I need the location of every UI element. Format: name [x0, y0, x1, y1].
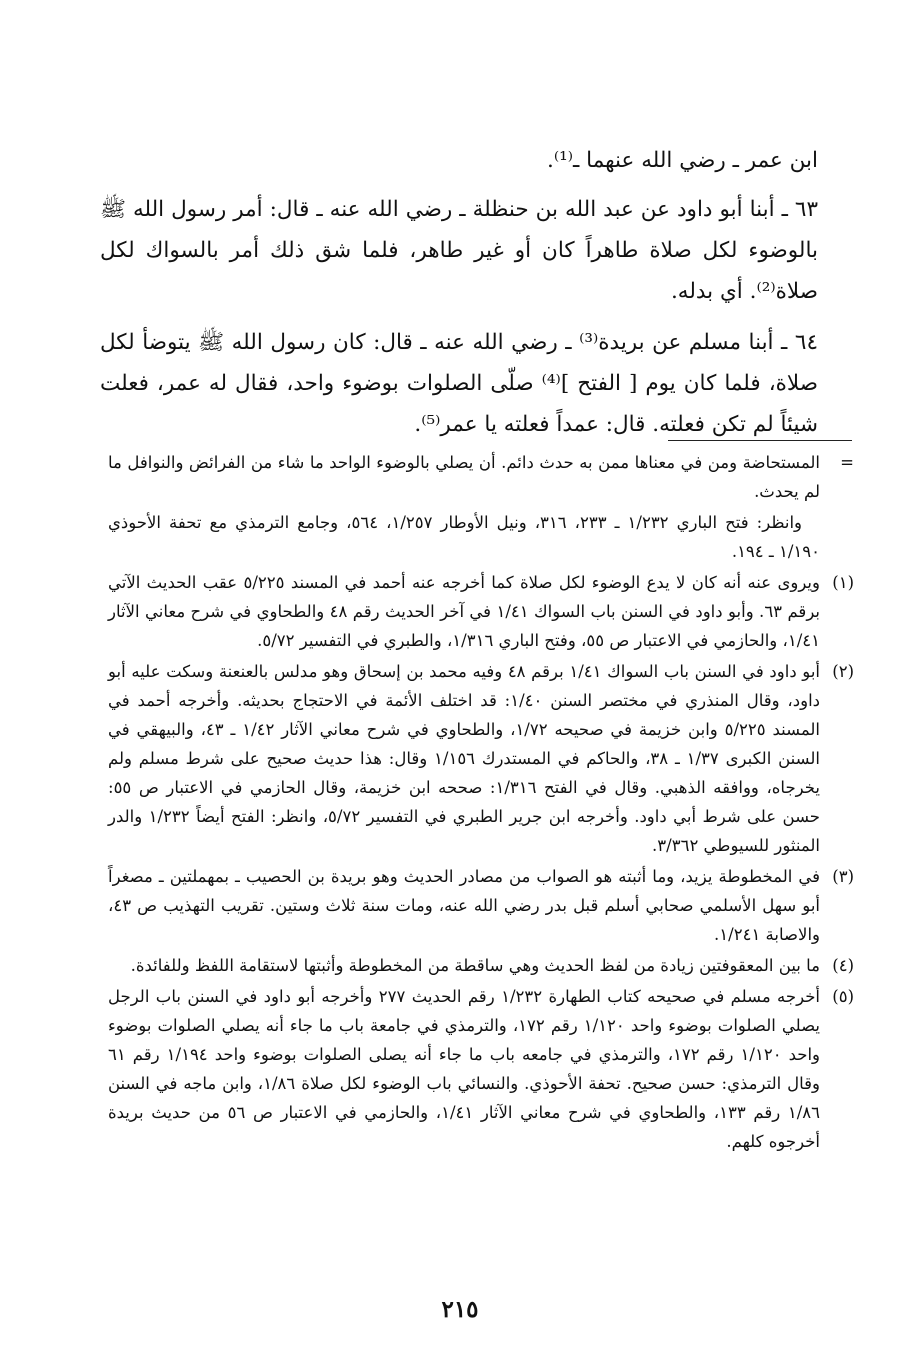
footnote-2-text: أبو داود في السنن باب السواك ١/٤١ برقم ٤٨ وفيه محمد بن إسحاق وهو مدلس بالعنعنة وسكت عليه أبو داود، وقال المنذري في مختصر السنن ١/٤٠: قد اختلف الأئمة في الاحتجاج بحديثه. وأخرجه أحمد في المسند ٥/٢٢٥ وابن خزيمة في صحيحه ١/٧٢، والطحاوي في شرح معاني الآثار ١/٤٢ ـ ٤٣، والبيهقي في السنن الكبرى ١/٣٧ ـ ٣٨، والحاكم في المستدرك ١/١٥٦ وقال: هذا حديث صحيح على شرط مسلم ولم يخرجاه، ووافقه الذهبي. وقال في الفتح ١/٣١٦: صححه ابن خزيمة، وقال الحازمي في الاعتبار ص ٥٥: حسن على شرط أبي داود. وأخرجه ابن جرير الطبري في التفسير ٥/٧٢، وانظر: الفتح أيضاً ١/٢٣٢ والدر المنثور للسيوطي ٣/٣٦٢. — [108, 662, 820, 855]
continuation-reference: وانظر: فتح الباري ١/٢٣٢ ـ ٢٣٣، ٣١٦، ونيل الأوطار ١/٢٥٧، ٥٦٤، وجامع الترمذي مع تحفة الأحوذي ١/١٩٠ ـ ١٩٤. — [108, 513, 820, 561]
footnote-2-marker: (٢) — [832, 662, 854, 681]
footnote-separator — [668, 440, 852, 441]
footnote-2 — [108, 657, 854, 860]
footnote-5-marker: (٥) — [832, 987, 854, 1006]
footnote-4 — [108, 951, 854, 980]
main-line-1: ابن عمر ـ رضي الله عنهما ـ⁽¹⁾. — [546, 148, 818, 173]
footnote-continuation — [108, 448, 854, 506]
footnote-1-text: ويروى عنه أنه كان لا يدع الوضوء لكل صلاة كما أخرجه عنه أحمد في المسند ٥/٢٢٥ عقب الحديث الآتي برقم ٦٣. وأبو داود في السنن باب السواك ١/٤١ في آخر الحديث رقم ٤٨ والطحاوي في شرح معاني الآثار ١/٤١، والحازمي في الاعتبار ص ٥٥، وفتح الباري ١/٣١٦، والطبري في التفسير ٥/٧٢. — [108, 573, 821, 650]
hadith-63: ٦٣ ـ أبنا أبو داود عن عبد الله بن حنظلة ـ رضي الله عنه ـ قال: أمر رسول الله ﷺ بالوضوء لكل صلاة طاهراً كان أو غير طاهر، فلما شق ذلك أمر بالسواك لكل صلاة⁽²⁾. أي بدله. — [100, 197, 818, 304]
footnote-3-text: في المخطوطة يزيد، وما أثبته هو الصواب من مصادر الحديث وهو بريدة بن الحصيب ـ بمهملتين ـ مصغراً أبو سهل الأسلمي صحابي أسلم قبل بدر رضي الله عنه، ومات سنة ثلاث وستين. تقريب التهذيب ص ٤٣، والاصابة ١/٢٤١. — [108, 867, 820, 944]
continuation-text: المستحاضة ومن في معناها ممن به حدث دائم. أن يصلي بالوضوء الواحد ما شاء من الفرائض والنوافل ما لم يحدث. — [108, 453, 820, 501]
main-text — [100, 140, 818, 455]
footnote-5-text: أخرجه مسلم في صحيحه كتاب الطهارة ١/٢٣٢ رقم الحديث ٢٧٧ وأخرجه أبو داود في السنن باب الرجل يصلي الصلوات بوضوء واحد ١/١٢٠ رقم ١٧٢، والترمذي في جامعة باب ما جاء أنه يصلي الصلوات بوضوء واحد ١/١٢٠ رقم ١٧٢، والترمذي في جامعه باب ما جاء أنه يصلى الصلوات بوضوء واحد ١/١٩٤ رقم ٦١ وقال الترمذي: حسن صحيح. تحفة الأحوذي. والنسائي باب الوضوء لكل صلاة ١/٨٦، وابن ماجه في السنن ١/٨٦ رقم ١٣٣، والطحاوي في شرح معاني الآثار ١/٤١، والحازمي في الاعتبار ص ٥٦ من حديث بريدة أخرجوه كلهم. — [108, 987, 821, 1151]
footnote-4-marker: (٤) — [832, 956, 854, 975]
continuation-marker: = — [840, 453, 854, 472]
footnote-3 — [108, 862, 854, 949]
footnote-3-marker: (٣) — [832, 867, 854, 886]
footnote-5 — [108, 982, 854, 1156]
footnote-4-text: ما بين المعقوفتين زيادة من لفظ الحديث وهي ساقطة من المخطوطة وأثبتها لاستقامة اللفظ وللفائدة. — [130, 956, 820, 975]
page-number: ٢١٥ — [441, 1296, 479, 1323]
footnote-1-marker: (١) — [832, 573, 854, 592]
footnote-1 — [108, 568, 854, 655]
footnotes — [108, 448, 854, 1158]
hadith-64: ٦٤ ـ أبنا مسلم عن بريدة⁽³⁾ ـ رضي الله عنه ـ قال: كان رسول الله ﷺ يتوضأ لكل صلاة، فلما كان يوم [ الفتح ]⁽⁴⁾ صلّى الصلوات بوضوء واحد، فقال له عمر، فعلت شيئاً لم تكن فعلته. قال: عمداً فعلته يا عمر⁽⁵⁾. — [100, 330, 818, 437]
